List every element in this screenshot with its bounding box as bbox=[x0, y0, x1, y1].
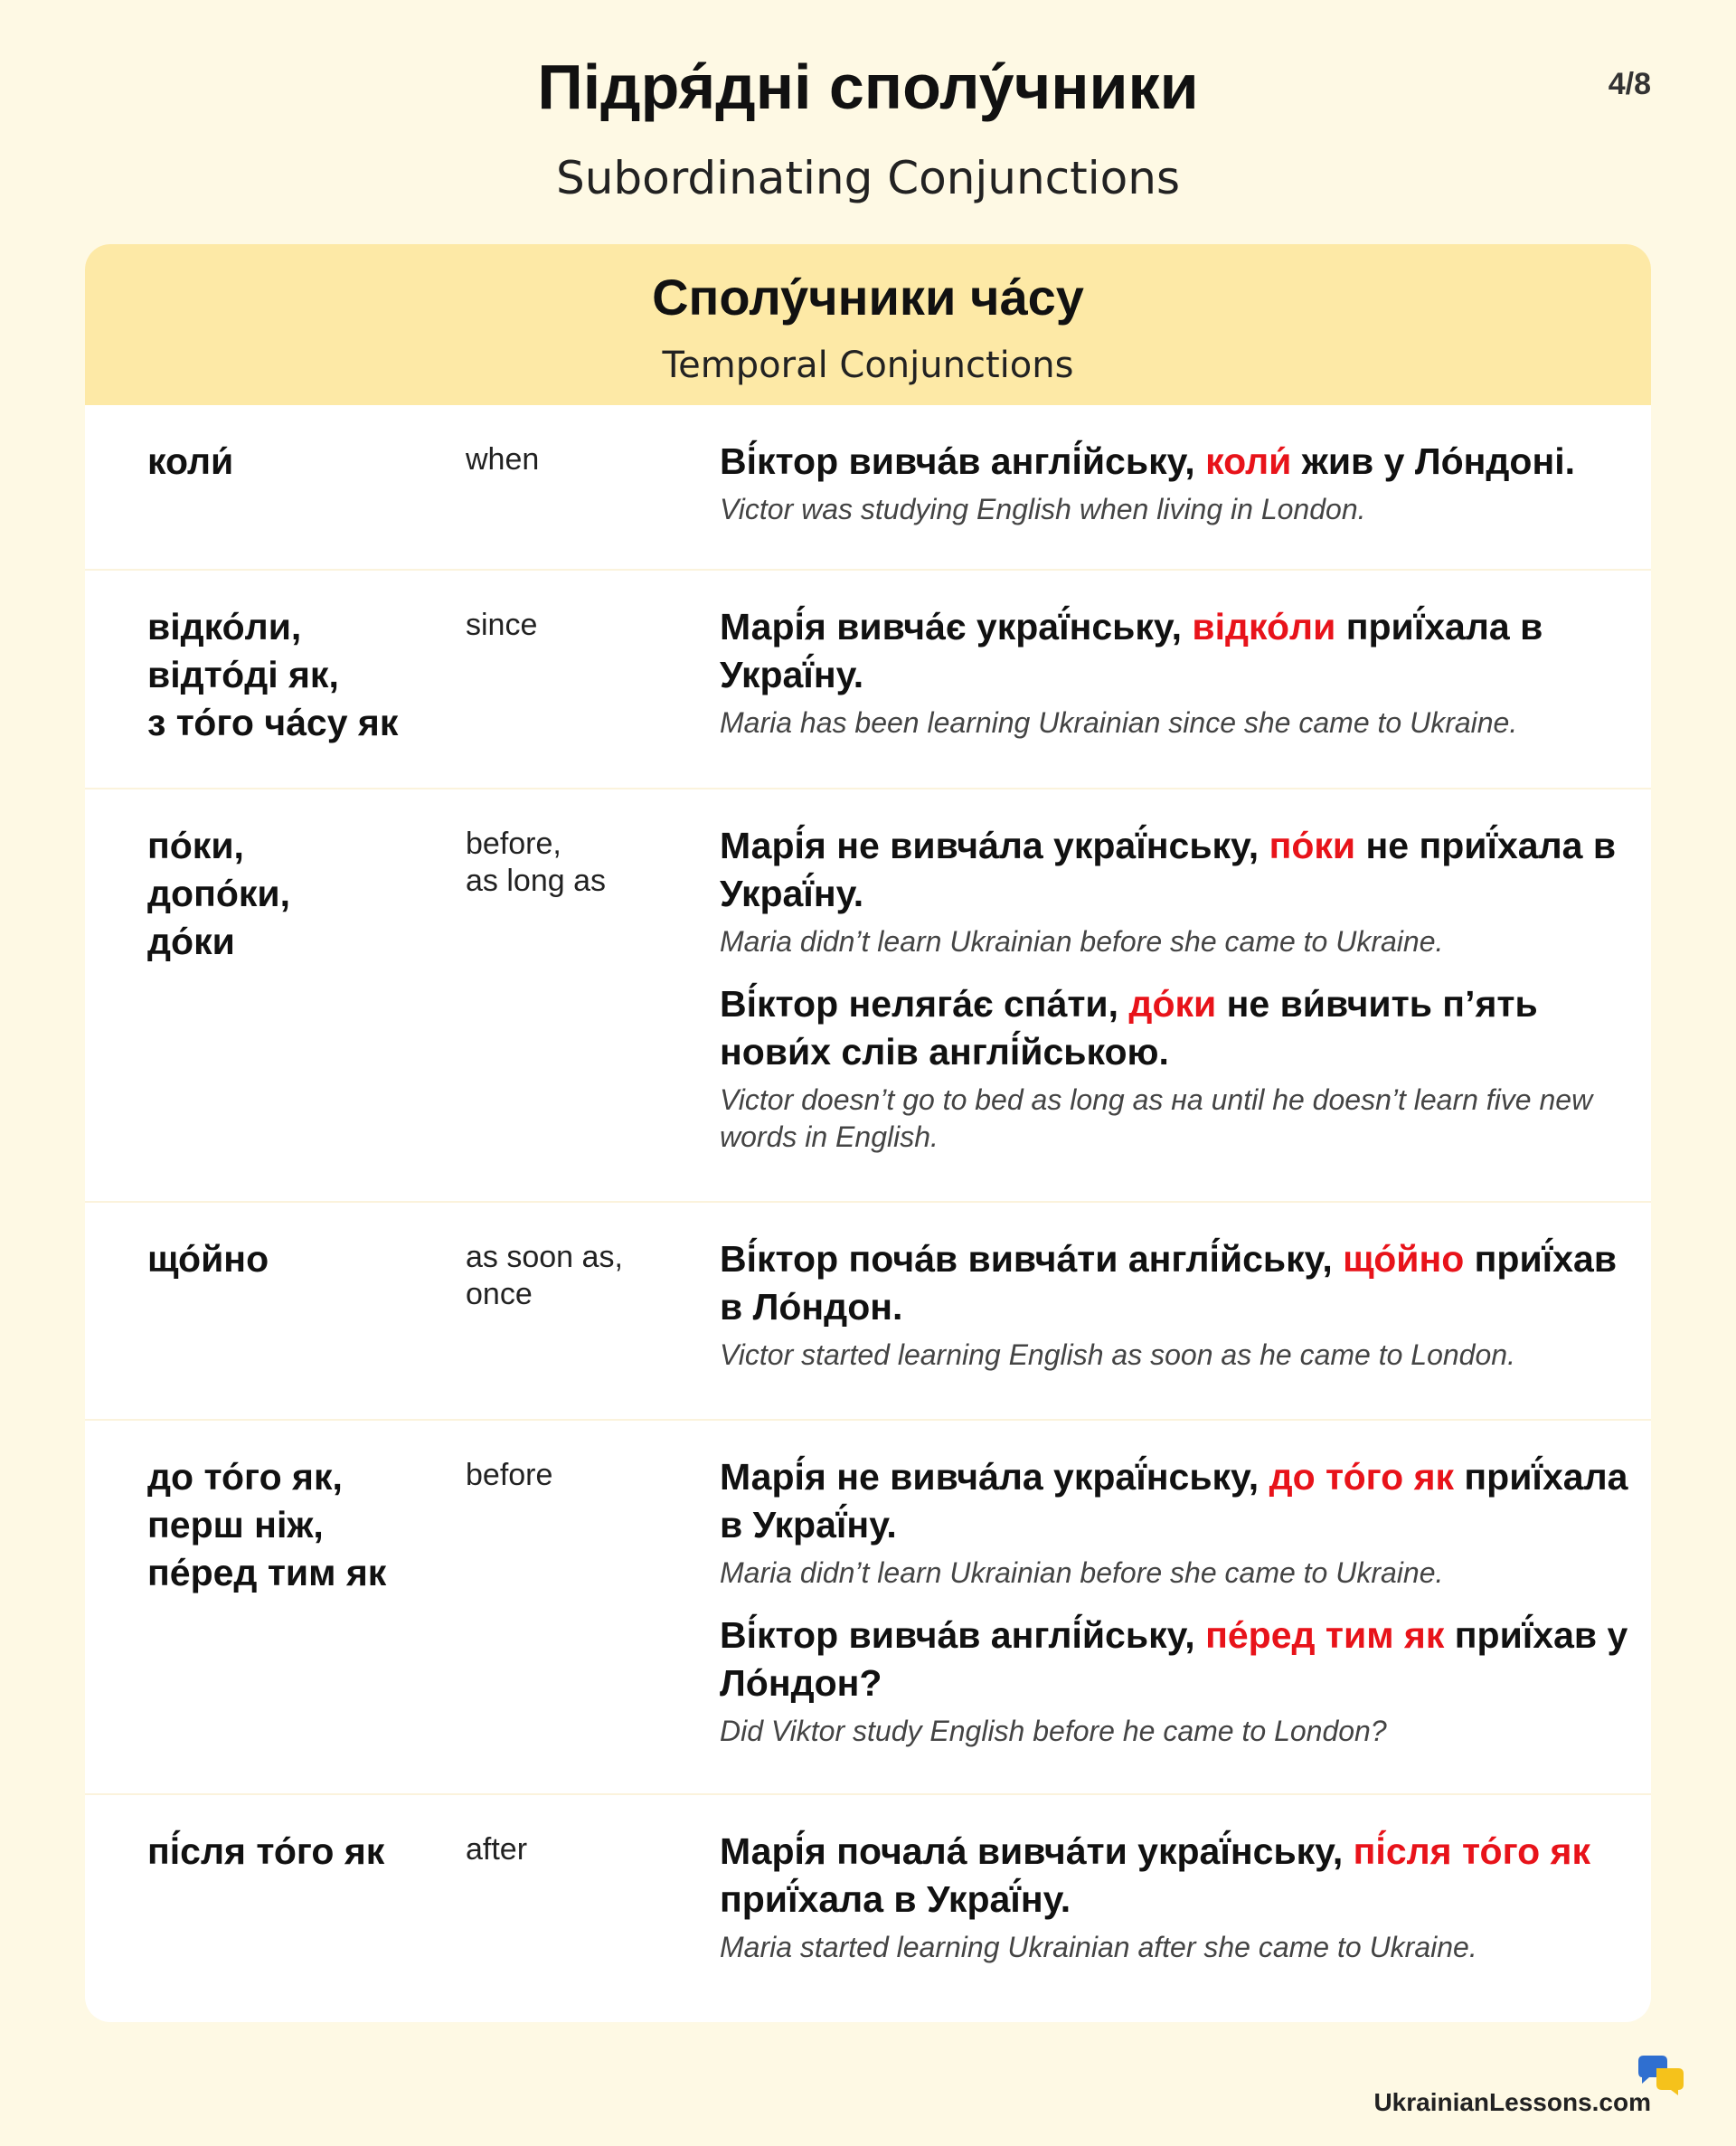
conjunction-word: пе́ред тим як bbox=[147, 1552, 387, 1593]
example-highlight: що́йно bbox=[1343, 1238, 1465, 1280]
meaning-list bbox=[466, 441, 665, 478]
example-text: приї́хав у Ло́ндон? bbox=[720, 1614, 1628, 1704]
conjunction-row bbox=[85, 1795, 1651, 2022]
conjunction-list bbox=[147, 1453, 446, 1597]
meaning-list bbox=[466, 1831, 665, 1868]
example-translation: Maria didn’t learn Ukrainian before she came to Ukraine. bbox=[720, 1556, 1444, 1589]
example-text: жив у Ло́ндоні. bbox=[1291, 440, 1576, 482]
meaning-text: before bbox=[466, 1458, 553, 1492]
conjunction-row bbox=[85, 789, 1651, 1203]
example-highlight: коли́ bbox=[1205, 440, 1292, 482]
example-list bbox=[720, 1828, 1633, 1966]
conjunction-list bbox=[147, 1828, 446, 1876]
meaning-text: when bbox=[466, 442, 540, 477]
page-title: Підря́дні сполу́чники bbox=[537, 52, 1199, 122]
example-ukrainian bbox=[720, 1612, 1633, 1707]
example-ukrainian bbox=[720, 1453, 1633, 1549]
meaning-list bbox=[466, 607, 665, 644]
example bbox=[720, 603, 1633, 742]
meaning-text: before, bbox=[466, 827, 561, 861]
conjunction-word: допо́ки, bbox=[147, 873, 290, 914]
example-text: приї́хала в Украї́ну. bbox=[720, 1456, 1628, 1546]
conjunction-word: коли́ bbox=[147, 440, 234, 482]
example-translation: Maria has been learning Ukrainian since she came to Ukraine. bbox=[720, 706, 1518, 739]
example-text: Ві́ктор поча́в вивча́ти англі́йську, bbox=[720, 1238, 1344, 1280]
card-header bbox=[85, 244, 1651, 405]
conjunction-list bbox=[147, 603, 446, 747]
example-list bbox=[720, 1235, 1633, 1374]
conjunction-word: до́ки bbox=[147, 921, 235, 962]
example-highlight: пі́сля то́го як bbox=[1353, 1830, 1590, 1872]
example-list bbox=[720, 603, 1633, 742]
example bbox=[720, 822, 1633, 960]
example-highlight: пе́ред тим як bbox=[1205, 1614, 1445, 1656]
logo-yellow-bubble bbox=[1656, 2068, 1684, 2095]
example-highlight: до́ки bbox=[1128, 983, 1217, 1025]
page-number: 4/8 bbox=[1608, 67, 1651, 101]
example-list bbox=[720, 822, 1633, 1156]
example-text: приї́хала в Украї́ну. bbox=[720, 606, 1543, 695]
card-subtitle: Temporal Conjunctions bbox=[662, 345, 1074, 386]
example-translation: Maria didn’t learn Ukrainian before she came to Ukraine. bbox=[720, 925, 1444, 958]
meaning-list bbox=[466, 1457, 665, 1494]
conjunction-row bbox=[85, 1203, 1651, 1421]
example bbox=[720, 438, 1633, 528]
example bbox=[720, 1453, 1633, 1592]
example-text: Марі́я вивча́є украї́нську, bbox=[720, 606, 1193, 648]
example-text: не ви́вчить п’ять нови́х слів англі́йською. bbox=[720, 983, 1538, 1073]
conjunction-word: відто́ді як, bbox=[147, 654, 339, 695]
example-list bbox=[720, 438, 1633, 528]
conjunction-list bbox=[147, 822, 446, 966]
conjunction-word: пі́сля то́го як bbox=[147, 1830, 385, 1872]
example-translation: Did Viktor study English before he came to London? bbox=[720, 1715, 1387, 1747]
conjunction-word: по́ки, bbox=[147, 825, 244, 866]
conjunction-row bbox=[85, 1421, 1651, 1795]
conjunction-word: відко́ли, bbox=[147, 606, 302, 648]
example-highlight: до то́го як bbox=[1269, 1456, 1455, 1498]
example bbox=[720, 1828, 1633, 1966]
example-list bbox=[720, 1453, 1633, 1750]
example-translation: Maria started learning Ukrainian after she came to Ukraine. bbox=[720, 1931, 1477, 1963]
card-title: Сполу́чники ча́су bbox=[652, 269, 1084, 326]
example bbox=[720, 1235, 1633, 1374]
example-text: приї́хав в Ло́ндон. bbox=[720, 1238, 1618, 1328]
conjunction-row bbox=[85, 405, 1651, 571]
meaning-text: as soon as, bbox=[466, 1240, 623, 1274]
conjunction-card bbox=[85, 244, 1651, 2022]
example-text: Марі́я почала́ вивча́ти украї́нську, bbox=[720, 1830, 1354, 1872]
example-translation: Victor doesn’t go to bed as long as на until he doesn’t learn five new words in English. bbox=[720, 1083, 1593, 1153]
page-subtitle: Subordinating Conjunctions bbox=[556, 152, 1180, 204]
meaning-list bbox=[466, 1239, 665, 1313]
conjunction-word: до то́го як, bbox=[147, 1456, 343, 1498]
example-ukrainian bbox=[720, 438, 1633, 486]
meaning-text: once bbox=[466, 1277, 533, 1311]
meaning-text: after bbox=[466, 1832, 528, 1867]
example-highlight: по́ки bbox=[1269, 825, 1356, 866]
conjunction-word: з то́го ча́су як bbox=[147, 702, 399, 743]
example-text: Ві́ктор вивча́в англі́йську, bbox=[720, 440, 1206, 482]
conjunction-word: що́йно bbox=[147, 1238, 269, 1280]
example-text: Ві́ктор вивча́в англі́йську, bbox=[720, 1614, 1206, 1656]
conjunction-list bbox=[147, 438, 446, 486]
example-highlight: відко́ли bbox=[1192, 606, 1336, 648]
example bbox=[720, 980, 1633, 1156]
conjunction-list bbox=[147, 1235, 446, 1283]
example-text: Ві́ктор неляга́є спа́ти, bbox=[720, 983, 1129, 1025]
conjunction-row bbox=[85, 571, 1651, 789]
example-text: Марі́я не вивча́ла украї́нську, bbox=[720, 1456, 1269, 1498]
brand-link[interactable]: UkrainianLessons.com bbox=[1373, 2088, 1651, 2116]
conjunction-word: перш ніж, bbox=[147, 1504, 324, 1546]
example-ukrainian bbox=[720, 1828, 1633, 1924]
example-text: Марі́я не вивча́ла украї́нську, bbox=[720, 825, 1269, 866]
meaning-list bbox=[466, 826, 665, 900]
meaning-text: since bbox=[466, 608, 538, 642]
example-ukrainian bbox=[720, 980, 1633, 1076]
example-ukrainian bbox=[720, 603, 1633, 699]
example bbox=[720, 1612, 1633, 1750]
chat-bubble-logo-icon bbox=[1637, 2052, 1685, 2097]
example-text: приї́хала в Украї́ну. bbox=[720, 1878, 1071, 1920]
example-translation: Victor started learning English as soon as he came to London. bbox=[720, 1338, 1515, 1371]
example-translation: Victor was studying English when living in London. bbox=[720, 493, 1366, 525]
example-text: не приї́хала в Украї́ну. bbox=[720, 825, 1617, 914]
meaning-text: as long as bbox=[466, 864, 606, 898]
example-ukrainian bbox=[720, 822, 1633, 918]
example-ukrainian bbox=[720, 1235, 1633, 1331]
